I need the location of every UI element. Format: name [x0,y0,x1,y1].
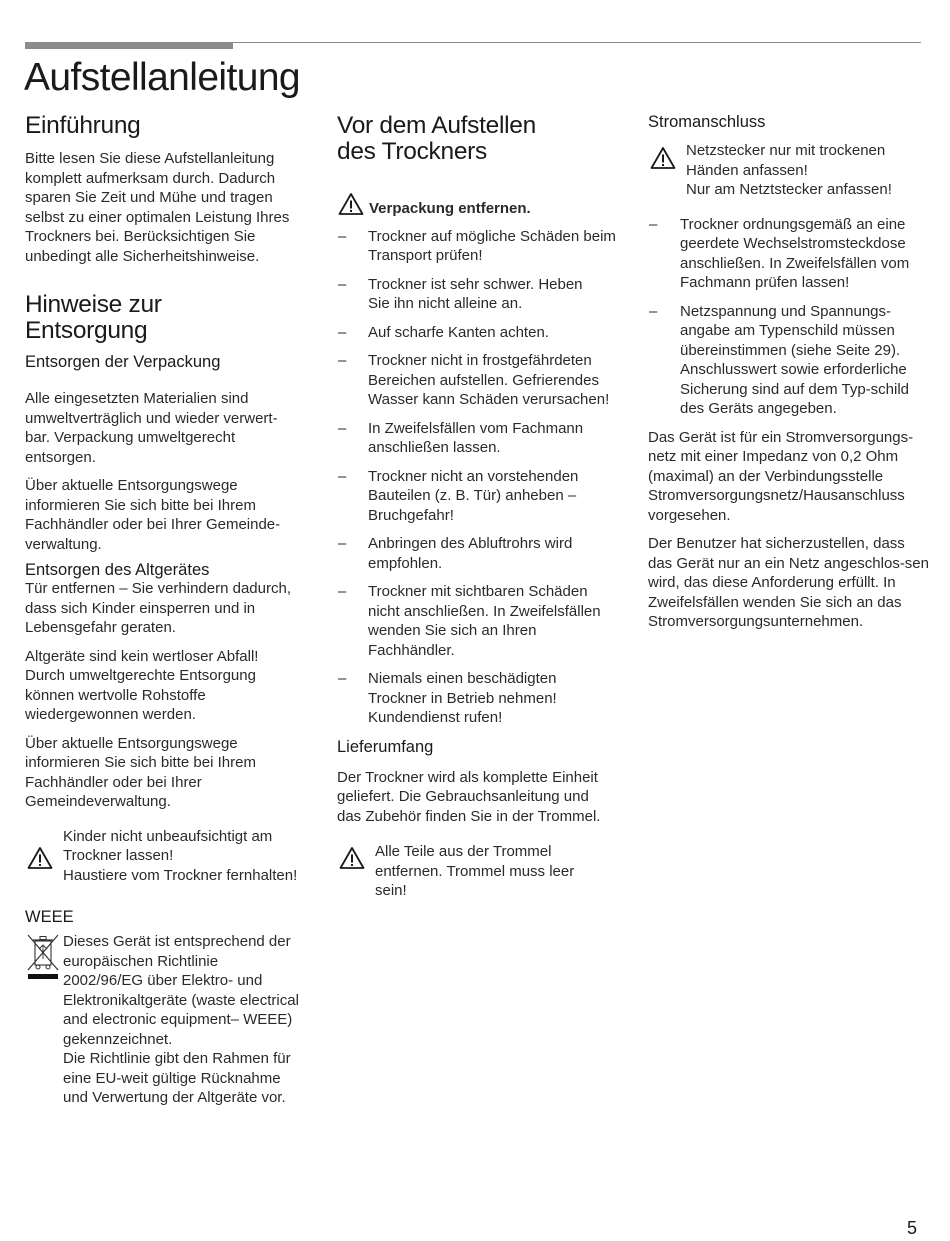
weee-heading: WEEE [25,908,74,926]
warning-icon [339,846,365,870]
plug-warning-line2: Nur am Netztstecker anfassen! [686,181,892,198]
drum-warning-text: Alle Teile aus der Trommel entfernen. Trommel muss leer sein! [375,843,575,899]
old-device-heading: Entsorgen des Altgerätes [25,561,210,579]
weee-text-1: Dieses Gerät ist entsprechend der europäischen Richtlinie 2002/96/EG über Elektro- und Elektronikaltgeräte (waste electrical and electronic equipment– WEEE) gekennzeichnet. [63,933,299,1048]
weee-block [25,932,300,1108]
packaging-text-2: Über aktuelle Entsorgungswege informieren Sie sich bitte bei Ihrem Fachhändler oder bei Ihrer Gemeinde-verwaltung. [25,477,281,553]
column-middle [337,110,617,901]
power-heading: Stromanschluss [648,113,766,131]
packaging-text-1: Alle eingesetzten Materialien sind umweltverträglich und wieder verwert-bar. Verpackung umweltgerecht entsorgen. [25,390,278,466]
children-warning [25,827,300,886]
install-checklist [337,227,617,728]
disposal-heading-line1: Hinweise zur [25,291,162,318]
header-rule-accent [25,42,233,49]
disposal-heading [25,292,300,344]
crossed-bin-icon [25,932,61,982]
before-install-heading-line2: des Trockners [337,138,487,165]
page-title: Aufstellanleitung [24,56,300,99]
list-item: – Trockner nicht in frostgefährdeten Bereichen aufstellen. Gefrierendes Wasser kann Schäden verursachen! [337,351,613,410]
old-device-text-3: Über aktuelle Entsorgungswege informieren Sie sich bitte bei Ihrem Fachhändler oder bei Ihrer Gemeindeverwaltung. [25,734,256,810]
children-warning-line2: Haustiere vom Trockner fernhalten! [63,866,298,884]
weee-text-2: Die Richtlinie gibt den Rahmen für eine EU-weit gültige Rücknahme und Verwertung der Altgeräte vor. [63,1050,291,1106]
column-left [25,110,300,1108]
power-checklist [648,215,930,419]
intro-heading: Einführung [25,112,141,139]
list-item: – Netzspannung und Spannungs-angabe am Typenschild müssen übereinstimmen (siehe Seite 29). Anschlusswert sowie erforderliche Sicherung sind auf dem Typ-schild des Geräts angegeben. [648,302,915,419]
drum-warning [337,842,617,901]
old-device-text-1: Tür entfernen – Sie verhindern dadurch, dass sich Kinder einsperren und in Lebensgefahr geraten. [25,580,291,636]
delivery-text: Der Trockner wird als komplette Einheit geliefert. Die Gebrauchsanleitung und das Zubehör finden Sie in der Trommel. [337,768,601,825]
impedance-text: Das Gerät ist für ein Stromversorgungs-netz mit einer Impedanz von 0,2 Ohm (maximal) an der Verbindungsstelle Stromversorgungsnetz/Hausanschluss vorgesehen. [648,428,914,524]
column-right [648,110,930,632]
user-responsibility-text: Der Benutzer hat sicherzustellen, dass das Gerät nur an ein Netz angeschlos-sen wird, das diese Anforderung erfüllt. In Zweifelsfällen wenden Sie sich an das Stromversorgungsunternehmen. [648,535,929,630]
plug-warning-line1: Netzstecker nur mit trockenen Händen anfassen! [686,142,886,179]
warning-icon [650,146,676,170]
warning-icon [27,846,53,870]
page-number: 5 [906,1218,917,1238]
warning-icon [338,192,364,216]
unpack-heading [337,199,617,219]
plug-warning [648,141,930,200]
unpack-heading-text: Verpackung entfernen. [369,200,531,217]
list-item: – Niemals einen beschädigten Trockner in Betrieb nehmen! Kundendienst rufen! [337,669,617,728]
before-install-heading-line1: Vor dem Aufstellen [337,112,536,139]
list-item: – Trockner mit sichtbaren Schäden nicht anschließen. In Zweifelsfällen wenden Sie sich an Ihren Fachhändler. [337,582,617,660]
list-item: – Trockner ist sehr schwer. Heben Sie ihn nicht alleine an. [337,275,590,314]
children-warning-line1: Kinder nicht unbeaufsichtigt am Trockner lassen! [63,827,273,864]
packaging-heading: Entsorgen der Verpackung [25,353,221,371]
list-item: – Trockner auf mögliche Schäden beim Transport prüfen! [337,227,617,266]
before-install-heading [337,113,617,165]
list-item: – Auf scharfe Kanten achten. [337,323,617,343]
delivery-heading: Lieferumfang [337,737,434,756]
list-item: – Trockner ordnungsgemäß an eine geerdete Wechselstromsteckdose anschließen. In Zweifelsfällen vom Fachmann prüfen lassen! [648,215,930,293]
intro-text: Bitte lesen Sie diese Aufstellanleitung komplett aufmerksam durch. Dadurch sparen Sie Zeit und Mühe und tragen selbst zu einer optimalen Leistung Ihres Trockners bei. Berücksichtigen Sie unbedingt alle Sicherheitshinweise. [25,150,290,265]
list-item: – Anbringen des Abluftrohrs wird empfohlen. [337,534,617,573]
list-item: – Trockner nicht an vorstehenden Bauteilen (z. B. Tür) anheben – Bruchgefahr! [337,467,617,526]
list-item: – In Zweifelsfällen vom Fachmann anschließen lassen. [337,419,617,458]
old-device-text-2: Altgeräte sind kein wertloser Abfall! Durch umweltgerechte Entsorgung können wertvolle Rohstoffe wiedergewonnen werden. [25,647,259,723]
disposal-heading-line2: Entsorgung [25,317,148,344]
